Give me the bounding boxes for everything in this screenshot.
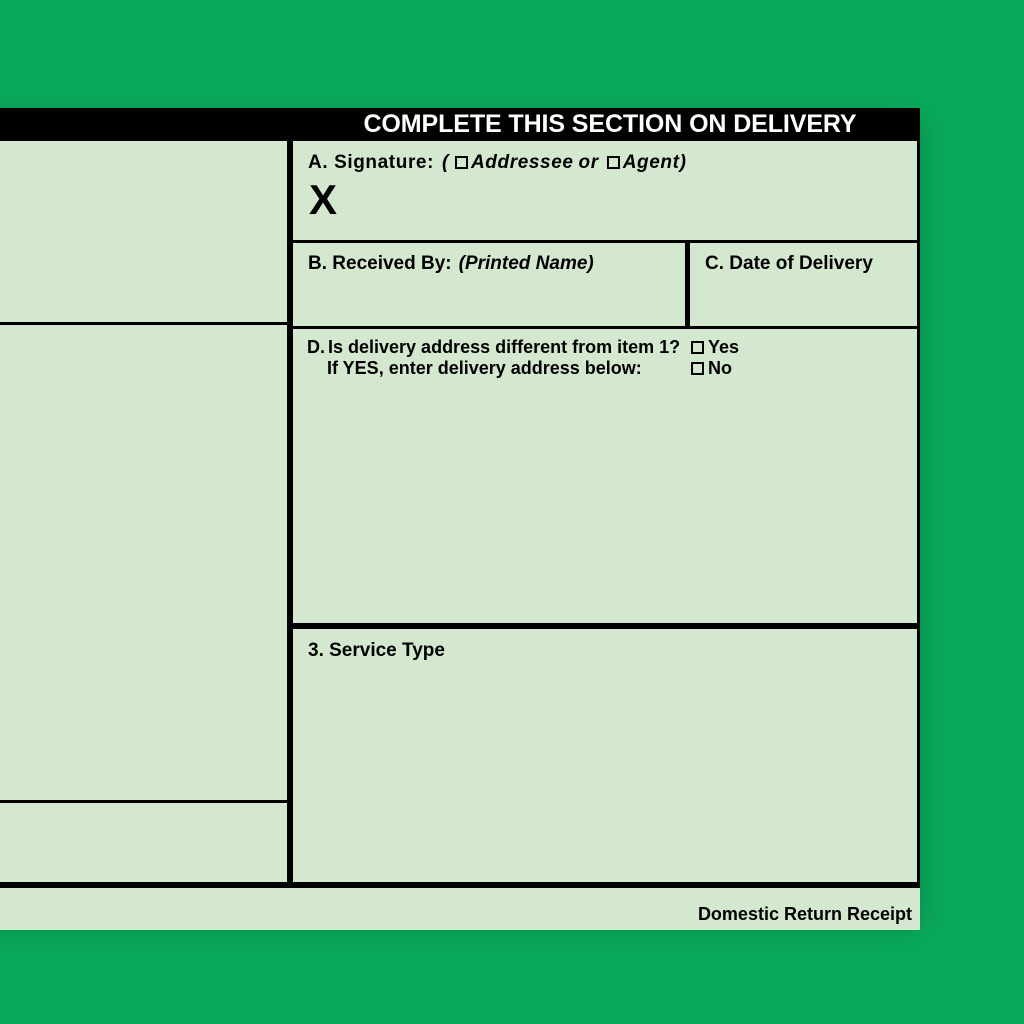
domestic-return-receipt-label: Domestic Return Receipt [697,904,912,924]
agent-checkbox[interactable] [607,156,620,169]
header-complete-on-delivery-title: COMPLETE THIS SECTION ON DELIVERY [363,110,857,138]
delivery-address-no-label: No [708,358,732,378]
left-column-bottom-cell[interactable] [0,803,290,885]
service-type-cell[interactable] [290,626,920,885]
date-of-delivery-cell[interactable] [687,243,920,329]
addressee-checkbox[interactable] [455,156,468,169]
delivery-address-question-line2: If YES, enter delivery address below: [327,358,642,378]
signature-paren-open: ( [442,152,449,173]
addressee-label: Addressee [470,152,574,173]
delivery-address-marker: D. [307,337,325,357]
service-type-label: 3. Service Type [308,640,445,661]
signature-label-row [308,152,687,174]
delivery-address-yes-label: Yes [708,337,740,357]
delivery-address-yes-checkbox[interactable] [691,341,704,354]
delivery-address-no-checkbox[interactable] [691,362,704,375]
signature-or-label: or [578,152,599,173]
delivery-address-no-row[interactable] [691,358,732,379]
signature-x-mark: X [309,176,338,223]
left-column-middle-cell[interactable] [0,325,290,803]
form-header-band [0,108,920,138]
form-footer-band [0,885,920,930]
received-by-cell[interactable] [290,243,688,329]
signature-cell[interactable] [290,138,920,243]
agent-label: Agent [622,152,680,173]
received-by-printed-name-note: (Printed Name) [458,253,594,274]
date-of-delivery-label: C. Date of Delivery [705,253,873,274]
delivery-address-yes-row[interactable] [691,337,739,358]
signature-paren-close: ) [679,152,687,173]
delivery-address-cell[interactable] [290,329,920,626]
delivery-address-question-text: Is delivery address different from item 1? [328,337,681,357]
delivery-address-question-line1 [307,337,680,358]
received-by-label-row [308,253,594,275]
received-by-label: B. Received By: [308,253,452,274]
signature-label: A. Signature: [308,152,435,173]
left-column-top-cell [0,138,290,325]
return-receipt-form-card [0,108,920,930]
